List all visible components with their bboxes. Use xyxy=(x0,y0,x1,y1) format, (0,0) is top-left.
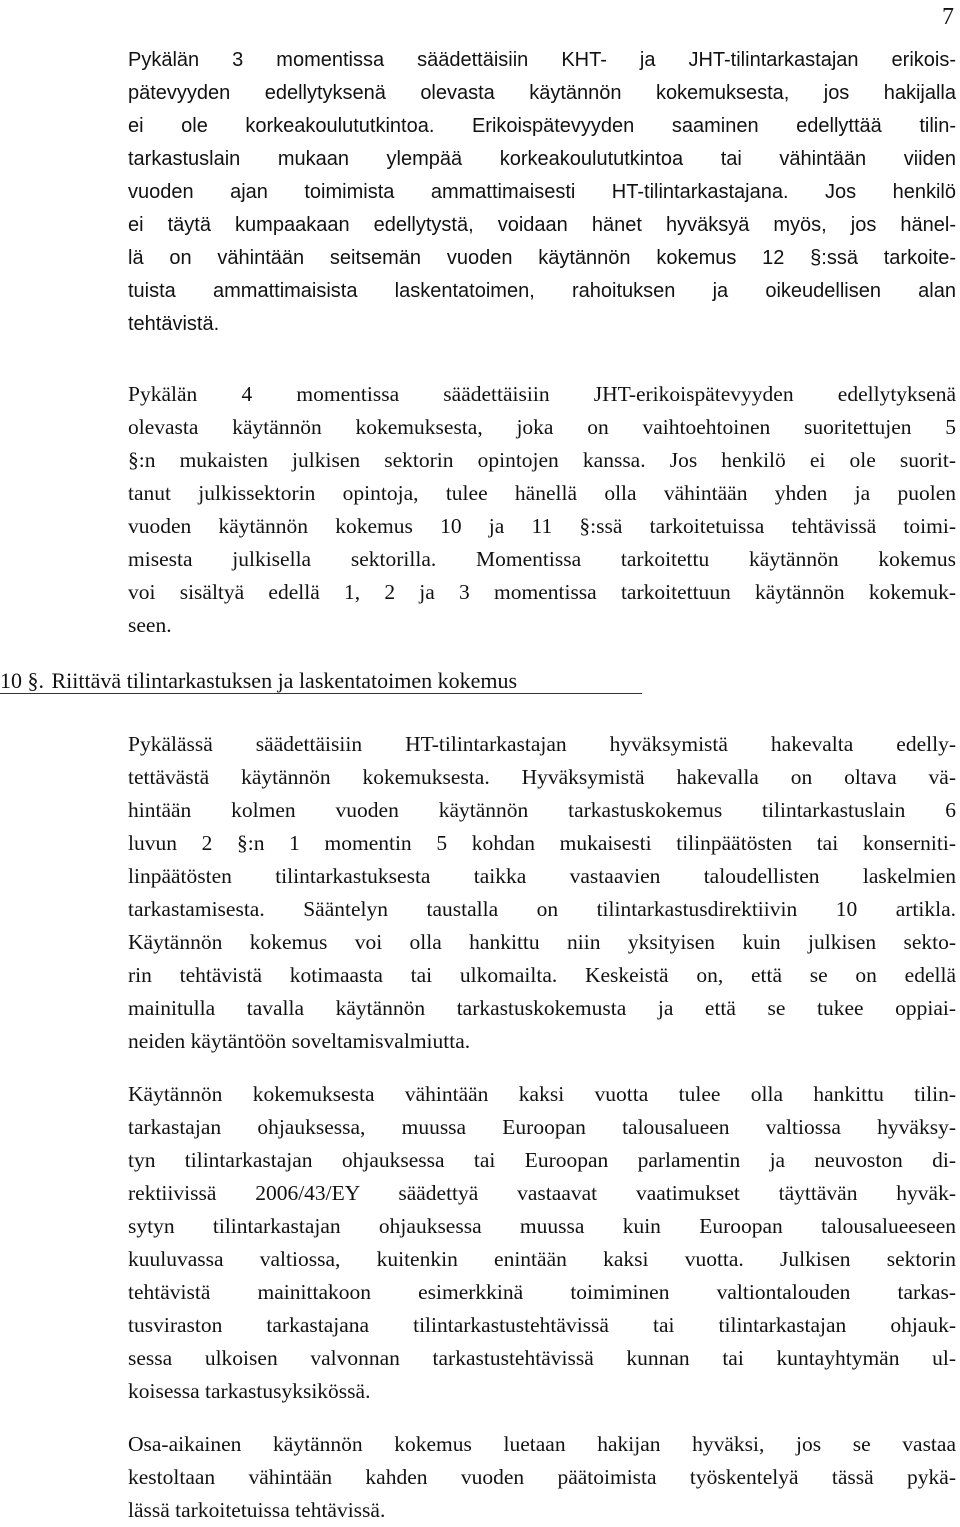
text-line: lässä tarkoitetuissa tehtävissä. xyxy=(128,1498,386,1522)
paragraph-momentti-4 xyxy=(128,378,956,642)
section-title: Riittävä tilintarkastuksen ja laskentatoimen kokemus xyxy=(51,668,518,693)
paragraph-ht-kokemus xyxy=(128,728,956,1058)
text-line: luvun 2 §:n 1 momentin 5 kohdan mukaisesti tilinpäätösten tai konserniti- xyxy=(128,831,956,855)
text-line: koisessa tarkastusyksikössä. xyxy=(128,1379,371,1403)
text-line: ei täytä kumpaakaan edellytystä, voidaan hänet hyväksyä myös, jos hänel- xyxy=(128,214,956,236)
text-line: tehtävistä. xyxy=(128,313,220,335)
text-line: Käytännön kokemuksesta vähintään kaksi vuotta tulee olla hankittu tilin- xyxy=(128,1082,956,1106)
text-line: §:n mukaisten julkisen sektorin opintojen kanssa. Jos henkilö ei ole suorit- xyxy=(128,448,956,472)
text-line: seen. xyxy=(128,613,172,637)
text-line: Pykälän 3 momentissa säädettäisiin KHT- ja JHT-tilintarkastajan erikois- xyxy=(128,49,956,71)
text-line: tuista ammattimaisista laskentatoimen, rahoituksen ja oikeudellisen alan xyxy=(128,280,956,302)
text-line: vuoden ajan toimimista ammattimaisesti HT-tilintarkastajana. Jos henkilö xyxy=(128,181,956,203)
text-line: linpäätösten tilintarkastuksesta taikka vastaavien taloudellisten laskelmien xyxy=(128,864,956,888)
paragraph-osa-aikainen xyxy=(128,1428,956,1527)
text-line: hintään kolmen vuoden käytännön tarkastuskokemus tilintarkastuslain 6 xyxy=(128,798,956,822)
paragraph-ohjaus xyxy=(128,1078,956,1408)
text-line: kestoltaan vähintään kahden vuoden päätoimista työskentelyä tässä pykä- xyxy=(128,1465,956,1489)
text-line: sessa ulkoisen valvonnan tarkastustehtävissä kunnan tai kuntayhtymän ul- xyxy=(128,1346,956,1370)
paragraph-momentti-3 xyxy=(128,44,956,341)
text-line: Pykälän 4 momentissa säädettäisiin JHT-erikoispätevyyden edellytyksenä xyxy=(128,382,956,406)
text-line: pätevyyden edellytyksenä olevasta käytännön kokemuksesta, jos hakijalla xyxy=(128,82,956,104)
heading-underline xyxy=(0,693,642,694)
page-number: 7 xyxy=(942,4,954,30)
text-line: rin tehtävistä kotimaasta tai ulkomailta. Keskeistä on, että se on edellä xyxy=(128,963,956,987)
text-line: rektiivissä 2006/43/EY säädettyä vastaavat vaatimukset täyttävän hyväk- xyxy=(128,1181,956,1205)
text-line: sytyn tilintarkastajan ohjauksessa muussa kuin Euroopan talousalueeseen xyxy=(128,1214,956,1238)
text-line: neiden käytäntöön soveltamisvalmiutta. xyxy=(128,1029,471,1053)
text-line: Osa-aikainen käytännön kokemus luetaan hakijan hyväksi, jos se vastaa xyxy=(128,1432,956,1456)
text-line: ei ole korkeakoulututkintoa. Erikoispätevyyden saaminen edellyttää tilin- xyxy=(128,115,956,137)
text-line: lä on vähintään seitsemän vuoden käytännön kokemus 12 §:ssä tarkoite- xyxy=(128,247,956,269)
text-line: mainitulla tavalla käytännön tarkastuskokemusta ja että se tukee oppiai- xyxy=(128,996,956,1020)
text-line: misesta julkisella sektorilla. Momentissa tarkoitettu käytännön kokemus xyxy=(128,547,956,571)
text-line: tyn tilintarkastajan ohjauksessa tai Euroopan parlamentin ja neuvoston di- xyxy=(128,1148,956,1172)
text-line: olevasta käytännön kokemuksesta, joka on vaihtoehtoinen suoritettujen 5 xyxy=(128,415,956,439)
text-line: voi sisältyä edellä 1, 2 ja 3 momentissa tarkoitettuun käytännön kokemuk- xyxy=(128,580,956,604)
text-line: tanut julkissektorin opintoja, tulee hänellä olla vähintään yhden ja puolen xyxy=(128,481,956,505)
text-line: vuoden käytännön kokemus 10 ja 11 §:ssä tarkoitetuissa tehtävissä toimi- xyxy=(128,514,956,538)
text-line: tarkastuslain mukaan ylempää korkeakoulututkintoa tai vähintään viiden xyxy=(128,148,956,170)
text-line: Käytännön kokemus voi olla hankittu niin yksityisen kuin julkisen sekto- xyxy=(128,930,956,954)
text-line: kuuluvassa valtiossa, kuitenkin enintään kaksi vuotta. Julkisen sektorin xyxy=(128,1247,956,1271)
text-line: Pykälässä säädettäisiin HT-tilintarkastajan hyväksymistä hakevalta edelly- xyxy=(128,732,956,756)
text-line: tusviraston tarkastajana tilintarkastustehtävissä tai tilintarkastajan ohjauk- xyxy=(128,1313,956,1337)
section-number: 10 §. xyxy=(0,668,44,693)
text-line: tarkastajan ohjauksessa, muussa Euroopan talousalueen valtiossa hyväksy- xyxy=(128,1115,956,1139)
text-line: tehtävistä mainittakoon esimerkkinä toimiminen valtiontalouden tarkas- xyxy=(128,1280,956,1304)
text-line: tettävästä käytännön kokemuksesta. Hyväksymistä hakevalla on oltava vä- xyxy=(128,765,956,789)
text-line: tarkastamisesta. Sääntelyn taustalla on tilintarkastusdirektiivin 10 artikla. xyxy=(128,897,956,921)
